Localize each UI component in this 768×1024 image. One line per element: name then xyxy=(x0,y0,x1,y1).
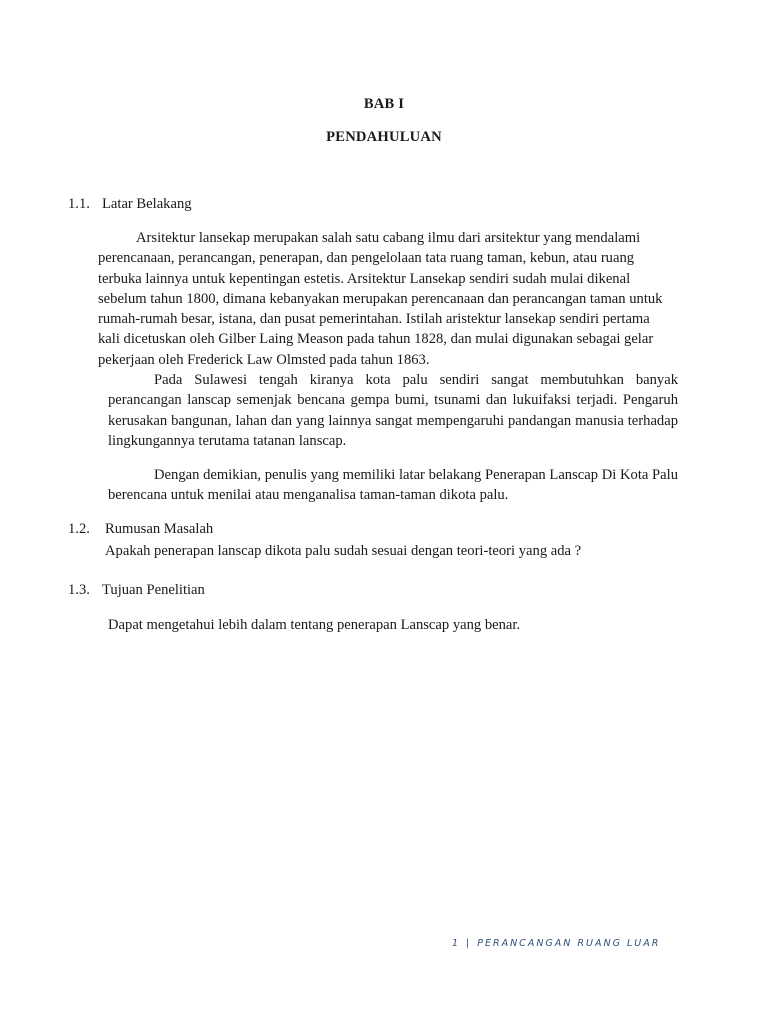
page-footer xyxy=(452,934,660,954)
section-number: 1.3. xyxy=(68,582,90,598)
section-number: 1.2. xyxy=(68,521,90,537)
paragraph-background-3: Dengan demikian, penulis yang memiliki latar belakang Penerapan Lanscap Di Kota Palu berencana untuk menilai atau menganalisa taman-taman dikota palu. xyxy=(108,467,678,504)
chapter-title: PENDAHULUAN xyxy=(326,129,442,145)
chapter-number: BAB I xyxy=(363,96,405,112)
paragraph-problem-statement: Apakah penerapan lanscap dikota palu sudah sesuai dengan teori-teori yang ada ? xyxy=(105,543,582,559)
section-title: Tujuan Penelitian xyxy=(102,582,205,598)
page-number: 1 xyxy=(452,938,461,949)
section-title: Latar Belakang xyxy=(102,196,192,212)
section-heading-tujuan-penelitian xyxy=(68,580,205,600)
paragraph-background-1: Arsitektur lansekap merupakan salah satu cabang ilmu dari arsitektur yang mendalami perencanaan, perancangan, penerapan, dan pengelolaan tata ruang taman, kebun, atau ruang terbuka lainnya untuk kepentingan estetis. Arsitektur Lansekap sendiri sudah mulai dikenal sebelum tahun 1800, dimana kebanyakan merupakan perencanaan dan perancangan taman untuk rumah-rumah besar, istana, dan pusat pemerintahan. Istilah aristektur lansekap sendiri pertama kali dicetuskan oleh Gilber Laing Meason pada tahun 1828, dan mulai digunakan sebagai gelar pekerjaan oleh Frederick Law Olmsted pada tahun 1863. xyxy=(98,230,663,368)
paragraph-research-objective: Dapat mengetahui lebih dalam tentang penerapan Lanscap yang benar. xyxy=(108,617,521,633)
running-title: PERANCANGAN RUANG LUAR xyxy=(477,938,661,949)
section-number: 1.1. xyxy=(68,196,90,212)
section-title: Rumusan Masalah xyxy=(105,521,214,537)
section-heading-latar-belakang xyxy=(68,194,192,214)
section-heading-rumusan-masalah xyxy=(68,519,213,539)
paragraph-background-2: Pada Sulawesi tengah kiranya kota palu sendiri sangat membutuhkan banyak perancangan lanscap semenjak bencana gempa bumi, tsunami dan lukuifaksi terjadi. Pengaruh kerusakan bangunan, lahan dan yang lainnya sangat mempengaruhi pandangan manusia terhadap lingkungannya terutama tatanan lanscap. xyxy=(108,372,678,449)
footer-separator: | xyxy=(466,938,472,949)
